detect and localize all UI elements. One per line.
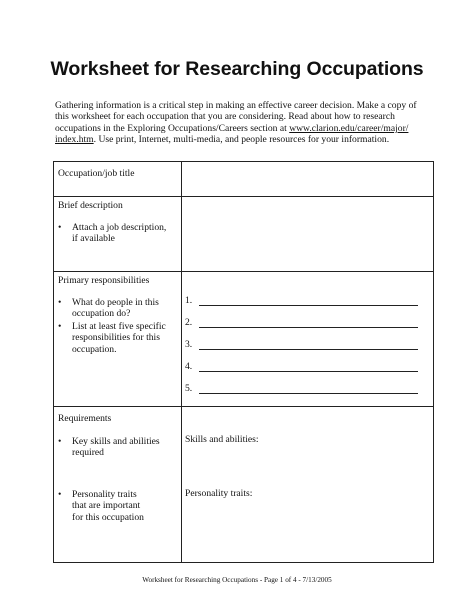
- intro-line-4-text: . Use print, Internet, multi-media, and people resources for your information.: [93, 134, 390, 146]
- bullet-line: required: [72, 447, 104, 459]
- line-number: 5.: [185, 383, 193, 394]
- blank-line: [199, 371, 418, 372]
- career-link-part2[interactable]: index.htm: [55, 134, 94, 146]
- career-link-part1[interactable]: www.clarion.edu/career/major/: [289, 122, 409, 134]
- bullet-text: [72, 436, 160, 459]
- bullet-line: for this occupation: [72, 511, 144, 523]
- bullet-line: What do people in this: [72, 297, 159, 308]
- row-divider: [54, 271, 433, 272]
- bullet-dot: •: [58, 436, 62, 447]
- bullet-line: occupation.: [72, 343, 117, 355]
- bullet-line: Personality traits: [72, 489, 137, 500]
- row-divider: [54, 406, 433, 407]
- page-footer: Worksheet for Researching Occupations - Page 1 of 4 - 7/13/2005: [142, 576, 332, 584]
- brief-description-label: Brief description: [58, 200, 123, 211]
- intro-line-4: [55, 134, 435, 145]
- bullet-dot: •: [58, 222, 62, 233]
- row-divider: [54, 196, 433, 197]
- bullet-line: if available: [72, 233, 115, 245]
- blank-line: [199, 349, 418, 350]
- worksheet-table: [53, 161, 434, 563]
- requirements-label: Requirements: [58, 413, 112, 424]
- intro-line-2: this worksheet for each occupation that you are considering. Read about how to research: [55, 111, 395, 123]
- intro-paragraph: [55, 100, 435, 146]
- bullet-line: that are important: [72, 500, 141, 512]
- bullet-text: [72, 489, 144, 523]
- line-number: 2.: [185, 317, 193, 328]
- bullet-line: Attach a job description,: [72, 222, 167, 233]
- blank-line: [199, 305, 418, 306]
- bullet-line: Key skills and abilities: [72, 436, 160, 447]
- bullet-text: [72, 297, 159, 320]
- bullet-line: List at least five specific: [72, 321, 166, 332]
- bullet-dot: •: [58, 321, 62, 332]
- blank-line: [199, 327, 418, 328]
- skills-abilities-label: Skills and abilities:: [185, 434, 259, 445]
- intro-line-3-text: occupations in the Exploring Occupations/Careers section at: [55, 122, 290, 134]
- bullet-text: [72, 321, 166, 355]
- intro-line-1: Gathering information is a critical step in making an effective career decision. Make a copy of: [55, 100, 417, 111]
- bullet-line: responsibilities for this: [72, 332, 160, 344]
- page-title: Worksheet for Researching Occupations: [50, 58, 424, 80]
- line-number: 1.: [185, 295, 193, 306]
- blank-line: [199, 393, 418, 394]
- bullet-dot: •: [58, 297, 62, 308]
- primary-responsibilities-label: Primary responsibilities: [58, 275, 150, 286]
- personality-traits-label: Personality traits:: [185, 488, 253, 499]
- column-divider: [181, 162, 182, 562]
- bullet-text: [72, 222, 166, 245]
- occupation-label: Occupation/job title: [58, 168, 135, 179]
- bullet-dot: •: [58, 489, 62, 500]
- intro-line-3: [55, 123, 435, 134]
- line-number: 4.: [185, 361, 193, 372]
- bullet-line: occupation do?: [72, 308, 131, 320]
- line-number: 3.: [185, 339, 193, 350]
